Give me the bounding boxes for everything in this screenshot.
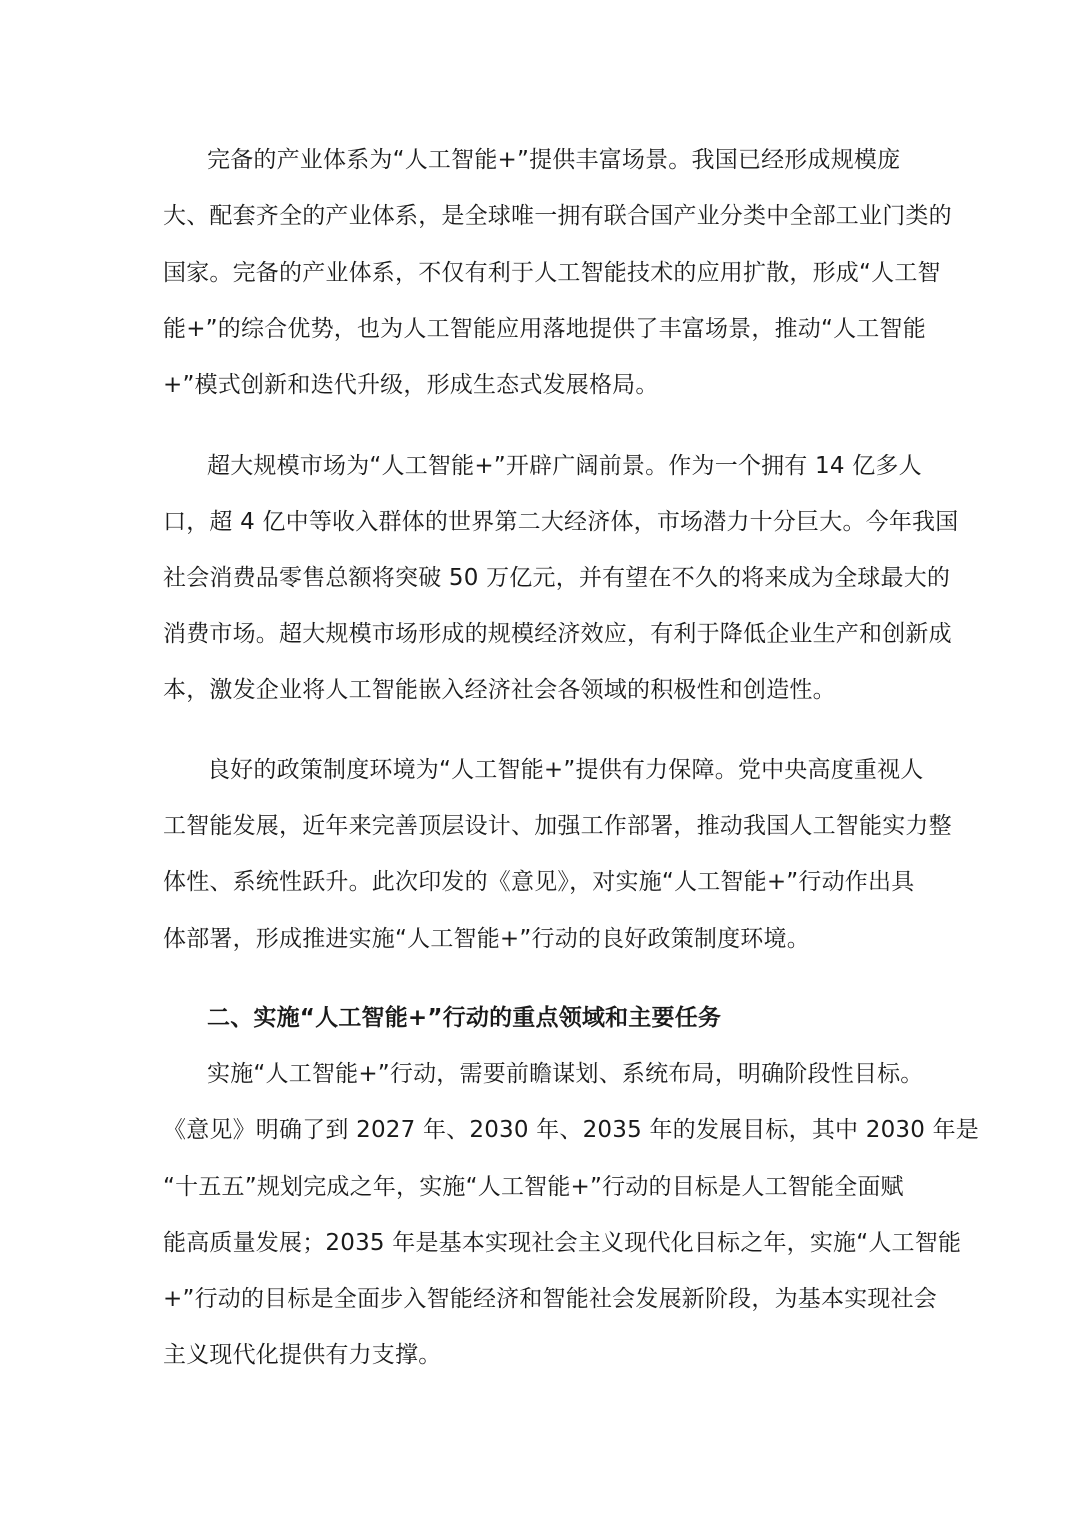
paragraph-2-line-4: 消费市场。超大规模市场形成的规模经济效应，有利于降低企业生产和创新成 <box>163 621 952 647</box>
paragraph-2-line-5: 本，激发企业将人工智能嵌入经济社会各领域的积极性和创造性。 <box>163 677 836 703</box>
paragraph-3-line-4: 体部署，形成推进实施“人工智能+”行动的良好政策制度环境。 <box>163 926 810 952</box>
paragraph-2-line-1: 超大规模市场为“人工智能+”开辟广阔前景。作为一个拥有 14 亿多人 <box>207 453 922 479</box>
paragraph-3-line-3: 体性、系统性跃升。此次印发的《意见》，对实施“人工智能+”行动作出具 <box>163 869 915 895</box>
paragraph-1-line-3: 国家。完备的产业体系，不仅有利于人工智能技术的应用扩散，形成“人工智 <box>163 260 941 286</box>
paragraph-2-line-3: 社会消费品零售总额将突破 50 万亿元，并有望在不久的将来成为全球最大的 <box>163 565 951 591</box>
paragraph-3-line-1: 良好的政策制度环境为“人工智能+”提供有力保障。党中央高度重视人 <box>207 757 924 783</box>
paragraph-1-line-2: 大、配套齐全的产业体系，是全球唯一拥有联合国产业分类中全部工业门类的 <box>163 203 952 229</box>
paragraph-4-line-1: 实施“人工智能+”行动，需要前瞻谋划、系统布局，明确阶段性目标。 <box>207 1061 924 1087</box>
section-heading: 二、实施“人工智能+”行动的重点领域和主要任务 <box>207 1005 722 1031</box>
paragraph-4-line-3: “十五五”规划完成之年，实施“人工智能+”行动的目标是人工智能全面赋 <box>163 1174 904 1200</box>
paragraph-1-line-5: +”模式创新和迭代升级，形成生态式发展格局。 <box>163 372 659 398</box>
paragraph-4-line-2: 《意见》明确了到 2027 年、2030 年、2035 年的发展目标，其中 2030 年是 <box>163 1117 979 1143</box>
paragraph-2-line-2: 口，超 4 亿中等收入群体的世界第二大经济体，市场潜力十分巨大。今年我国 <box>163 509 959 535</box>
paragraph-3-line-2: 工智能发展，近年来完善顶层设计、加强工作部署，推动我国人工智能实力整 <box>163 813 952 839</box>
paragraph-4-line-4: 能高质量发展；2035 年是基本实现社会主义现代化目标之年，实施“人工智能 <box>163 1230 962 1256</box>
paragraph-1-line-4: 能+”的综合优势，也为人工智能应用落地提供了丰富场景，推动“人工智能 <box>163 316 926 342</box>
paragraph-1-line-1: 完备的产业体系为“人工智能+”提供丰富场景。我国已经形成规模庞 <box>207 147 901 173</box>
paragraph-4-line-6: 主义现代化提供有力支撑。 <box>163 1342 442 1368</box>
paragraph-4-line-5: +”行动的目标是全面步入智能经济和智能社会发展新阶段，为基本实现社会 <box>163 1286 937 1312</box>
